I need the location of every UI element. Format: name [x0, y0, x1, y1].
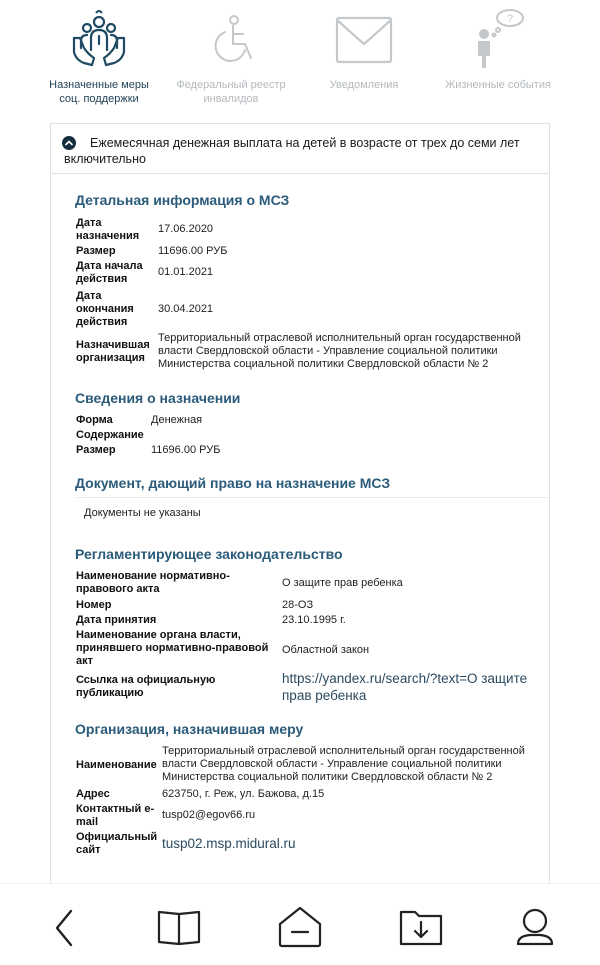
details-heading: Детальная информация о МСЗ	[75, 192, 290, 208]
home-icon	[275, 904, 325, 954]
amount-label: Размер	[76, 245, 116, 257]
publication-link[interactable]: https://yandex.ru/search/?text=О защите прав ребенка	[282, 671, 528, 703]
org-name-label: Наименование	[76, 759, 157, 771]
organization-heading: Организация, назначившая меру	[75, 721, 304, 737]
assign-date-label: Дата назначения	[76, 217, 140, 242]
nav-item-life-events[interactable]	[436, 0, 560, 112]
site-link[interactable]: tusp02.msp.midural.ru	[162, 836, 296, 851]
authority-value: Областной закон	[282, 644, 370, 656]
downloads-button[interactable]	[396, 904, 446, 954]
start-date-label: Дата начала действия	[76, 260, 143, 285]
content-label: Содержание	[76, 429, 144, 441]
assign-date-value: 17.06.2020	[158, 223, 214, 235]
bottom-navigation-bar	[0, 883, 600, 965]
number-value: 28-ОЗ	[282, 599, 314, 611]
svg-text:?: ?	[506, 13, 514, 25]
start-date-value: 01.01.2021	[158, 266, 214, 278]
top-navigation	[0, 0, 600, 118]
amount-value: 11696.00 РУБ	[158, 245, 228, 257]
nav-label: Федеральный реестр инвалидов	[176, 79, 286, 105]
care-hands-icon	[70, 8, 128, 73]
site-label: Официальный сайт	[76, 831, 158, 856]
card-header[interactable]	[51, 124, 549, 174]
wheelchair-icon	[203, 14, 259, 69]
open-book-icon	[154, 904, 204, 954]
assignment-heading: Сведения о назначении	[75, 390, 241, 406]
reader-button[interactable]	[154, 904, 204, 954]
assignment-amount-label: Размер	[76, 444, 116, 456]
chevron-left-icon	[40, 904, 90, 954]
adopted-label: Дата принятия	[76, 614, 157, 626]
end-date-label: Дата окончания действия	[76, 290, 134, 328]
form-label: Форма	[76, 414, 113, 426]
authority-label: Наименование органа власти, принявшего нормативно-правовой акт	[76, 629, 269, 667]
nav-item-disability-registry[interactable]	[172, 0, 290, 112]
document-heading: Документ, дающий право на назначение МСЗ	[75, 475, 391, 491]
email-value[interactable]: tusp02@egov66.ru	[162, 809, 256, 821]
profile-button[interactable]	[510, 904, 560, 954]
no-documents-note: Документы не указаны	[84, 507, 201, 519]
home-button[interactable]	[275, 904, 325, 954]
envelope-icon	[335, 16, 393, 69]
address-value: 623750, г. Реж, ул. Бажова, д.15	[162, 788, 325, 800]
folder-download-icon	[396, 904, 446, 954]
email-label: Контактный e-mail	[76, 803, 155, 828]
thinking-person-icon	[470, 8, 526, 75]
assignment-amount-value: 11696.00 РУБ	[151, 444, 221, 456]
nav-label: Назначенные меры соц. поддержки	[49, 79, 149, 105]
nav-item-social-support[interactable]	[40, 0, 158, 112]
org-label: Назначившая организация	[76, 339, 150, 364]
org-value: Территориальный отраслевой исполнительный орган государственной власти Свердловской области - Управление социальной политики Министерства социальной политики Свердловской области № 2	[158, 332, 521, 370]
back-button[interactable]	[40, 904, 90, 954]
number-label: Номер	[76, 599, 112, 611]
address-label: Адрес	[76, 788, 110, 800]
org-name-value: Территориальный отраслевой исполнительный орган государственной власти Свердловской области - Управление социальной политики Министерства социальной политики Свердловской области № 2	[162, 745, 525, 783]
publication-link-label: Ссылка на официальную публикацию	[76, 674, 216, 699]
adopted-value: 23.10.1995 г.	[282, 614, 346, 626]
legislation-heading: Регламентирующее законодательство	[75, 546, 343, 562]
card-title: Ежемесячная денежная выплата на детей в возрасте от трех до семи лет включительно	[64, 136, 520, 166]
end-date-value: 30.04.2021	[158, 303, 214, 315]
act-name-label: Наименование нормативно-правового акта	[76, 570, 230, 595]
act-name-value: О защите прав ребенка	[282, 577, 403, 589]
nav-item-notifications[interactable]	[305, 0, 423, 112]
user-profile-icon	[510, 904, 560, 954]
divider	[75, 497, 550, 498]
nav-label: Уведомления	[329, 79, 399, 91]
nav-label: Жизненные события	[445, 79, 551, 91]
form-value: Денежная	[151, 414, 203, 426]
support-measure-card	[50, 123, 550, 883]
